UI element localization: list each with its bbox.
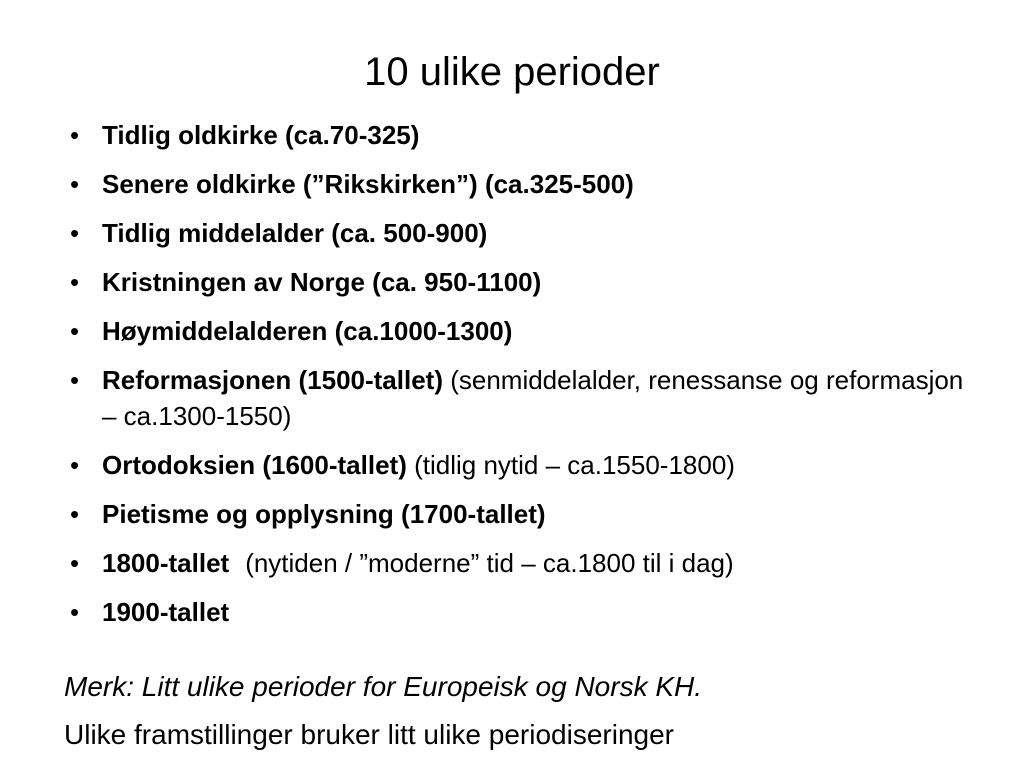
- list-item: [64, 117, 984, 153]
- bullet-icon: •: [70, 267, 80, 297]
- list-item: [64, 594, 984, 630]
- bullet-icon: •: [70, 597, 80, 627]
- note-text: Merk: Litt ulike perioder for Europeisk og Norsk KH.: [64, 671, 703, 702]
- list-item: [64, 313, 984, 349]
- list-item: [64, 166, 984, 202]
- list-item: [64, 545, 984, 581]
- bullet-icon: •: [70, 316, 80, 346]
- period-name: Tidlig oldkirke (ca.70-325): [102, 120, 420, 150]
- period-name: 1900-tallet: [102, 597, 230, 627]
- bullet-icon: •: [70, 218, 80, 248]
- period-name: Pietisme og opplysning (1700-tallet): [102, 499, 546, 529]
- bullet-icon: •: [70, 450, 80, 480]
- footer-text: Ulike framstillinger bruker litt ulike periodiseringer: [64, 719, 674, 750]
- period-name: Tidlig middelalder (ca. 500-900): [102, 218, 488, 248]
- period-list: [64, 117, 984, 643]
- bullet-icon: •: [70, 365, 80, 395]
- period-name: Høymiddelalderen (ca.1000-1300): [102, 316, 513, 346]
- period-name: Senere oldkirke (”Rikskirken”) (ca.325-500): [102, 169, 634, 199]
- bullet-icon: •: [70, 548, 80, 578]
- list-item: [64, 496, 984, 532]
- bullet-icon: •: [70, 499, 80, 529]
- period-name: Reformasjonen (1500-tallet): [102, 365, 443, 395]
- period-description: (senmiddelalder, renessanse og reformasjon – ca.1300-1550): [102, 365, 964, 431]
- list-item: [64, 264, 984, 300]
- list-item: [64, 215, 984, 251]
- period-name: 1800-tallet: [102, 548, 230, 578]
- bullet-icon: •: [70, 169, 80, 199]
- list-item: [64, 362, 984, 434]
- period-name: Kristningen av Norge (ca. 950-1100): [102, 267, 542, 297]
- period-description: (tidlig nytid – ca.1550-1800): [406, 450, 735, 480]
- bullet-icon: •: [70, 120, 80, 150]
- period-description: (nytiden / ”moderne” tid – ca.1800 til i dag): [245, 548, 734, 578]
- period-name: Ortodoksien (1600-tallet): [102, 450, 407, 480]
- list-item: [64, 447, 984, 483]
- slide-title: 10 ulike perioder: [364, 50, 660, 94]
